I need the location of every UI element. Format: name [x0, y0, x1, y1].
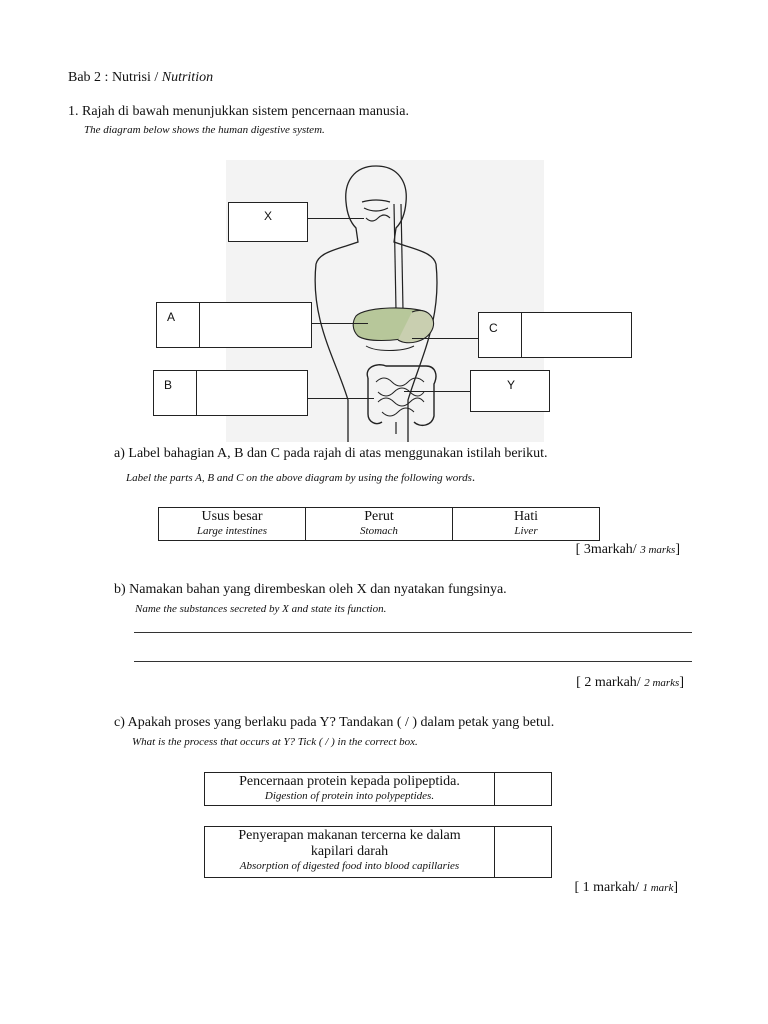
part-c-question: c) Apakah proses yang berlaku pada Y? Tandakan ( / ) dalam petak yang betul.: [114, 715, 555, 730]
word-large-intestines: Usus besar Large intestines: [159, 508, 306, 541]
connector-line-b: [308, 398, 374, 399]
connector-line-x: [308, 218, 364, 219]
label-box-y: [470, 370, 550, 412]
part-b-question: b) Namakan bahan yang dirembeskan oleh X dan nyatakan fungsinya.: [114, 582, 507, 597]
label-c: C: [489, 321, 498, 335]
answer-line-2[interactable]: [134, 661, 692, 662]
connector-line-c: [412, 338, 478, 339]
label-x: X: [264, 209, 273, 223]
label-box-b: [153, 370, 308, 416]
page-title: Bab 2 : Nutrisi / Nutrition: [68, 70, 214, 85]
connector-line-a: [312, 323, 368, 324]
question-1-text-english: The diagram below shows the human digestive system.: [84, 124, 325, 136]
part-a-question: a) Label bahagian A, B dan C pada rajah di atas menggunakan istilah berikut.: [114, 446, 548, 461]
label-y: Y: [507, 378, 516, 392]
part-b-marks: [ 2 markah/ 2 marks]: [576, 675, 684, 690]
part-c-question-english: What is the process that occurs at Y? Tick ( / ) in the correct box.: [132, 736, 418, 748]
option-2-malay-line1: Penyerapan makanan tercerna ke dalam: [238, 828, 461, 843]
question-1-text: 1. Rajah di bawah menunjukkan sistem pencernaan manusia.: [68, 104, 409, 119]
answer-slot-c[interactable]: [521, 313, 522, 357]
option-2-malay-line2: kapilari darah: [310, 844, 389, 859]
label-box-x: [228, 202, 308, 242]
part-a-marks: [ 3markah/ 3 marks]: [575, 542, 680, 557]
part-c-marks: [ 1 markah/ 1 mark]: [574, 880, 678, 895]
label-box-c: [478, 312, 632, 358]
option-digestion-protein: [204, 772, 552, 806]
answer-line-1[interactable]: [134, 632, 692, 633]
word-bank-table: [158, 507, 600, 541]
answer-slot-a[interactable]: [199, 303, 200, 347]
word-stomach: Perut Stomach: [306, 508, 453, 541]
option-absorption: [204, 826, 552, 878]
label-b: B: [164, 378, 173, 392]
label-box-a: [156, 302, 312, 348]
option-1-english: Digestion of protein into polypeptides.: [264, 790, 435, 802]
connector-line-y: [404, 391, 470, 392]
part-a-question-english: Label the parts A, B and C on the above diagram by using the following words.: [126, 469, 476, 484]
tick-box-option-2[interactable]: [495, 827, 551, 877]
word-liver: Hati Liver: [453, 508, 600, 541]
answer-slot-b[interactable]: [196, 371, 197, 415]
label-a: A: [167, 310, 176, 324]
tick-box-option-1[interactable]: [495, 773, 551, 805]
option-1-malay: Pencernaan protein kepada polipeptida.: [239, 774, 460, 789]
option-2-english: Absorption of digested food into blood capillaries: [239, 860, 460, 872]
part-b-question-english: Name the substances secreted by X and state its function.: [135, 603, 387, 615]
